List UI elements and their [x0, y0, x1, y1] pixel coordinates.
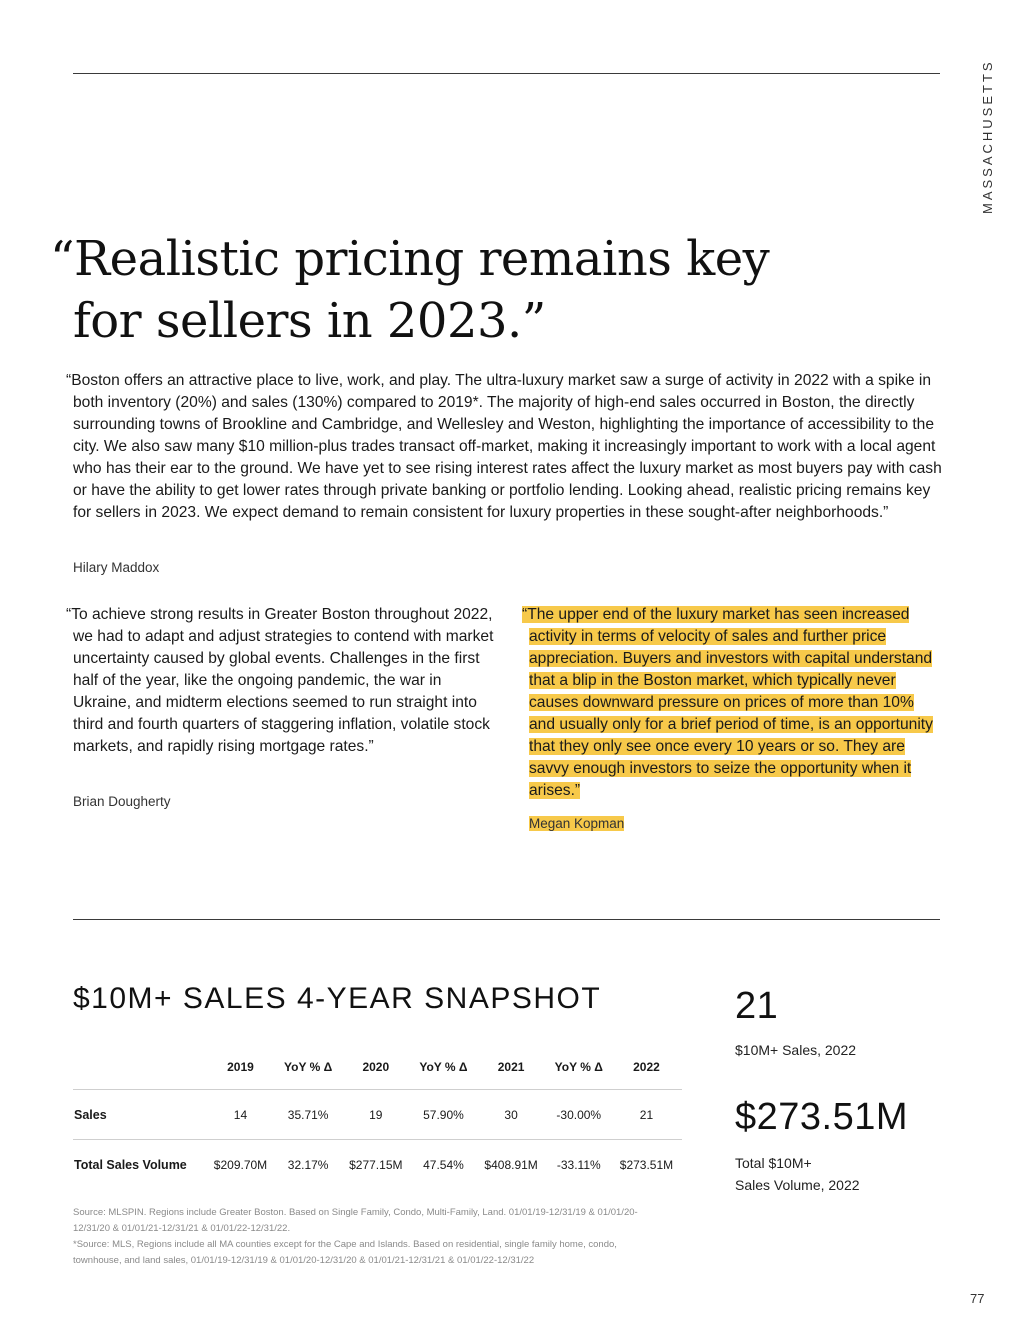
- source-note-2: *Source: MLS, Regions include all MA counties except for the Cape and Islands. Based on residential, single family home, condo, townhouse, and land sales, 01/01/19-12/31/19 & 01/01/20-12/31/20 & 01/01/21-12/31/21 & 01/01/22-12/31/22: [73, 1239, 617, 1266]
- headline-line-2: for sellers in 2023.”: [73, 293, 546, 349]
- author-hilary-maddox: Hilary Maddox: [73, 560, 160, 575]
- table-cell: 57.90%: [423, 1107, 464, 1122]
- snapshot-title: $10M+ SALES 4-YEAR SNAPSHOT: [73, 982, 602, 1015]
- table-cell: 30: [504, 1107, 518, 1122]
- row-label-sales: Sales: [74, 1107, 107, 1122]
- row-label-total-sales-volume: Total Sales Volume: [74, 1157, 187, 1172]
- table-cell: $273.51M: [619, 1157, 674, 1172]
- table-header-cell: 2022: [633, 1060, 660, 1074]
- stat-sales-count: 21: [735, 985, 779, 1027]
- quote-brian-dougherty: “To achieve strong results in Greater Boston throughout 2022, we had to adapt and adjust strategies to contend with market uncertainty caused by global events. Challenges in the first half of the year, like the ongoing pandemic, the war in Ukraine, and midterm elections seemed to run straight into third and fourth quarters of staggering inflation, volatile stock markets, and rapidly rising mortgage rates.”: [66, 606, 494, 755]
- source-note-1: Source: MLSPIN. Regions include Greater Boston. Based on Single Family, Condo, Multi-Family, Land. 01/01/19-12/31/19 & 01/01/20-12/31/20 & 01/01/21-12/31/21 & 01/01/22-12/31/22.: [73, 1207, 638, 1234]
- table-header-cell: [73, 1045, 205, 1090]
- stat-sales-count-label: $10M+ Sales, 2022: [735, 1042, 857, 1058]
- table-cell: $408.91M: [484, 1157, 538, 1172]
- table-header-cell: YoY % Δ: [419, 1060, 468, 1074]
- table-cell: 47.54%: [423, 1157, 464, 1172]
- table-cell: 14: [233, 1107, 248, 1122]
- table-cell: $209.70M: [213, 1157, 268, 1172]
- author-megan-kopman: [529, 816, 624, 831]
- headline-line-1: “Realistic pricing remains key: [50, 231, 770, 287]
- table-header-cell: 2021: [497, 1060, 525, 1074]
- table-cell: -33.11%: [556, 1157, 601, 1172]
- table-header-cell: 2019: [227, 1060, 254, 1074]
- table-cell: $277.15M: [349, 1157, 403, 1172]
- side-label-massachusetts: MASSACHUSETTS: [980, 59, 995, 214]
- table-cell: 32.17%: [287, 1157, 329, 1172]
- middle-divider: [73, 919, 940, 920]
- top-divider: [73, 73, 940, 74]
- table-row: [73, 1140, 682, 1190]
- table-cell: -30.00%: [556, 1107, 602, 1122]
- snapshot-table: [73, 1045, 682, 1189]
- quote-hilary-maddox: “Boston offers an attractive place to live, work, and play. The ultra-luxury market saw a surge of activity in 2022 with a spike in both inventory (20%) and sales (130%) compared to 2019*. The majority of high-end sales occurred in Boston, the directly surrounding towns of Brookline and Cambridge, and Wellesley and Weston, highlighting the importance of accessibility to the city. We also saw many $10 million-plus trades transact off-market, making it increasingly important to work with a local agent who has their ear to the ground. We have yet to see rising interest rates affect the luxury market as most buyers pay with cash or have the ability to get lower rates through private banking or portfolio lending. Looking ahead, realistic pricing remains key for sellers in 2023. We expect demand to remain consistent for luxury properties in these sought-after neighborhoods.”: [66, 372, 942, 521]
- page-headline: [50, 228, 810, 352]
- quote-megan-kopman: [522, 604, 939, 802]
- table-header-row: [73, 1045, 682, 1090]
- author-highlight: Megan Kopman: [529, 816, 625, 831]
- stat-sales-volume-label: [735, 1152, 895, 1196]
- table-row: [73, 1090, 682, 1140]
- table-cell: 35.71%: [287, 1107, 329, 1122]
- quote-highlight: “The upper end of the luxury market has seen increased activity in terms of velocity of sales and further price appreciation. Buyers and investors with capital understand that a blip in the Boston market, which typically never causes downward pressure on prices of more than 10% and usually only for a brief period of time, is an opportunity that they only see once every 10 years or so. They are savvy enough investors to seize the opportunity when it arises.”: [522, 606, 933, 799]
- table-cell: 19: [369, 1107, 383, 1122]
- page-number: 77: [970, 1291, 985, 1306]
- table-cell: 21: [639, 1107, 654, 1122]
- stat-sales-volume: $273.51M: [735, 1096, 909, 1138]
- table-header-cell: 2020: [362, 1060, 390, 1074]
- stat-sales-volume-label-line-2: Sales Volume, 2022: [735, 1177, 860, 1193]
- table-header-cell: YoY % Δ: [284, 1060, 333, 1074]
- table-header-cell: YoY % Δ: [554, 1060, 603, 1074]
- stat-sales-volume-label-line-1: Total $10M+: [735, 1155, 812, 1171]
- source-notes: [73, 1205, 663, 1269]
- author-brian-dougherty: Brian Dougherty: [73, 794, 171, 809]
